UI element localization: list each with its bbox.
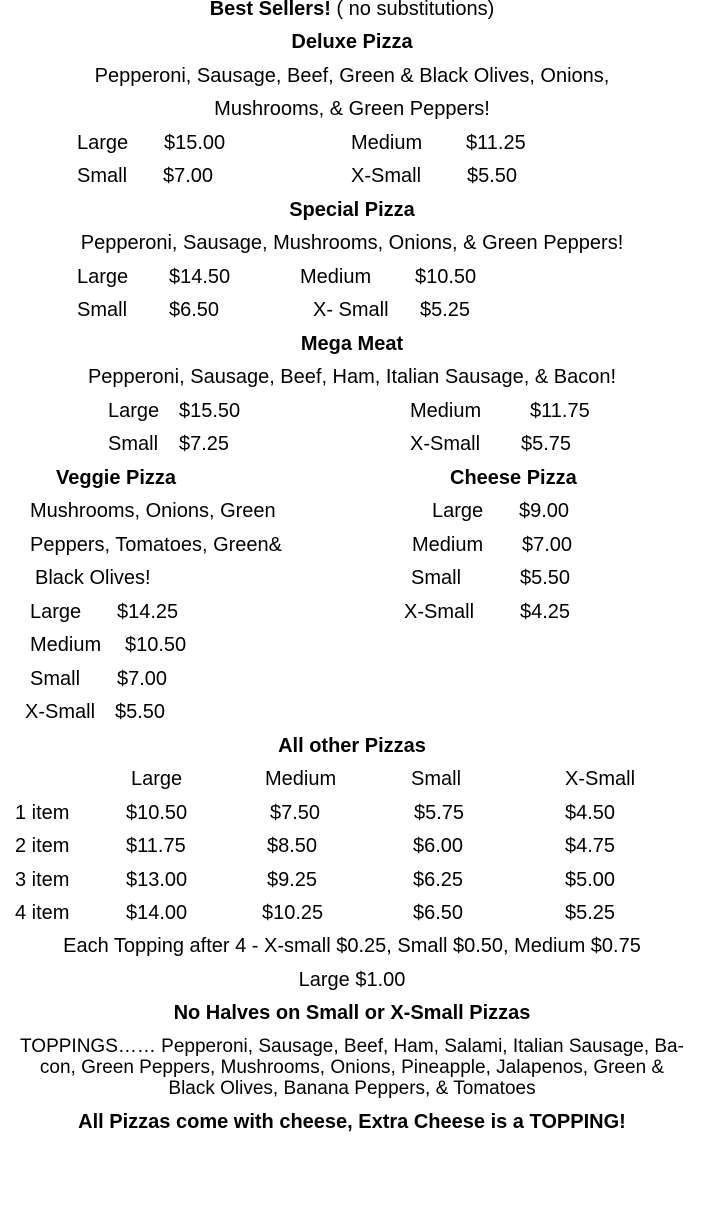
veggie-xsmall-label: X-Small (25, 701, 96, 723)
special-xsmall-price: $5.25 (420, 299, 471, 321)
veggie-medium-label: Medium (30, 634, 102, 656)
cheese-large-label: Large (432, 500, 484, 522)
special-small-label: Small (77, 299, 128, 321)
mega-small-label: Small (108, 433, 159, 455)
special-xsmall-label: X- Small (313, 299, 389, 321)
other-row-price: $4.75 (565, 835, 616, 857)
special-pizza-title: Special Pizza (289, 199, 415, 221)
deluxe-small-price: $7.00 (163, 165, 214, 187)
mega-large-price: $15.50 (179, 400, 241, 422)
veggie-desc-line3: Black Olives! (35, 567, 151, 589)
deluxe-small-label: Small (77, 165, 128, 187)
other-row-label: 2 item (15, 835, 70, 857)
extra-topping-note-line2: Large $1.00 (298, 969, 406, 991)
deluxe-pizza-desc-line2: Mushrooms, & Green Peppers! (214, 98, 490, 120)
special-large-label: Large (77, 266, 129, 288)
other-row-label: 4 item (15, 902, 70, 924)
mega-medium-price: $11.75 (530, 400, 590, 422)
other-row-price: $6.50 (413, 902, 464, 924)
other-row-price: $8.50 (267, 835, 318, 857)
deluxe-pizza-title: Deluxe Pizza (291, 31, 413, 53)
no-halves-note: No Halves on Small or X-Small Pizzas (173, 1002, 531, 1024)
cheese-medium-label: Medium (412, 534, 484, 556)
other-header-small: Small (411, 768, 462, 790)
mega-meat-title: Mega Meat (300, 333, 404, 355)
cheese-medium-price: $7.00 (522, 534, 573, 556)
veggie-small-label: Small (30, 668, 81, 690)
cheese-small-label: Small (411, 567, 462, 589)
extra-cheese-note: All Pizzas come with cheese, Extra Cheese is a TOPPING! (78, 1111, 626, 1133)
deluxe-pizza-desc-line1: Pepperoni, Sausage, Beef, Green & Black Olives, Onions, (94, 65, 610, 87)
other-row-price: $10.25 (262, 902, 324, 924)
veggie-large-label: Large (30, 601, 82, 623)
mega-large-label: Large (108, 400, 160, 422)
other-row-price: $10.50 (126, 802, 188, 824)
other-header-xsmall: X-Small (565, 768, 636, 790)
special-small-price: $6.50 (169, 299, 220, 321)
cheese-large-price: $9.00 (519, 500, 570, 522)
veggie-small-price: $7.00 (117, 668, 168, 690)
special-large-price: $14.50 (169, 266, 231, 288)
veggie-pizza-title: Veggie Pizza (56, 467, 177, 489)
cheese-xsmall-price: $4.25 (520, 601, 571, 623)
other-header-medium: Medium (265, 768, 337, 790)
best-sellers-heading (0, 0, 704, 21)
deluxe-large-price: $15.00 (164, 132, 226, 154)
deluxe-medium-label: Medium (351, 132, 423, 154)
deluxe-medium-price: $11.25 (466, 132, 526, 154)
toppings-line1: TOPPINGS…… Pepperoni, Sausage, Beef, Ham, Salami, Italian Sausage, Ba- (20, 1036, 684, 1057)
special-pizza-desc: Pepperoni, Sausage, Mushrooms, Onions, & Green Peppers! (80, 232, 624, 254)
other-pizzas-title: All other Pizzas (278, 735, 426, 757)
other-row-price: $13.00 (126, 869, 188, 891)
other-row-price: $9.25 (267, 869, 318, 891)
mega-xsmall-price: $5.75 (521, 433, 572, 455)
cheese-xsmall-label: X-Small (404, 601, 475, 623)
veggie-desc-line1: Mushrooms, Onions, Green (30, 500, 276, 522)
mega-meat-desc: Pepperoni, Sausage, Beef, Ham, Italian Sausage, & Bacon! (87, 366, 617, 388)
best-sellers-note: ( no substitutions) (330, 0, 495, 20)
other-row-price: $5.75 (414, 802, 465, 824)
veggie-large-price: $14.25 (117, 601, 179, 623)
other-row-price: $6.25 (413, 869, 464, 891)
deluxe-xsmall-price: $5.50 (467, 165, 518, 187)
deluxe-large-label: Large (77, 132, 129, 154)
veggie-desc-line2: Peppers, Tomatoes, Green& (30, 534, 282, 556)
other-row-price: $5.00 (565, 869, 616, 891)
other-row-price: $5.25 (565, 902, 616, 924)
mega-small-price: $7.25 (179, 433, 230, 455)
other-header-large: Large (131, 768, 183, 790)
extra-topping-note-line1: Each Topping after 4 - X-small $0.25, Small $0.50, Medium $0.75 (63, 935, 641, 957)
mega-xsmall-label: X-Small (410, 433, 481, 455)
cheese-pizza-title: Cheese Pizza (450, 467, 577, 489)
veggie-medium-price: $10.50 (125, 634, 187, 656)
cheese-small-price: $5.50 (520, 567, 571, 589)
other-row-label: 1 item (15, 802, 70, 824)
special-medium-label: Medium (300, 266, 372, 288)
toppings-line3: Black Olives, Banana Peppers, & Tomatoes (168, 1078, 536, 1099)
deluxe-xsmall-label: X-Small (351, 165, 422, 187)
other-row-price: $6.00 (413, 835, 464, 857)
best-sellers-title: Best Sellers! (209, 0, 331, 20)
other-row-price: $7.50 (270, 802, 321, 824)
mega-medium-label: Medium (410, 400, 482, 422)
other-row-price: $4.50 (565, 802, 616, 824)
other-row-label: 3 item (15, 869, 70, 891)
other-row-price: $14.00 (126, 902, 188, 924)
special-medium-price: $10.50 (415, 266, 477, 288)
toppings-line2: con, Green Peppers, Mushrooms, Onions, Pineapple, Jalapenos, Green & (39, 1057, 665, 1078)
veggie-xsmall-price: $5.50 (115, 701, 166, 723)
other-row-price: $11.75 (126, 835, 186, 857)
